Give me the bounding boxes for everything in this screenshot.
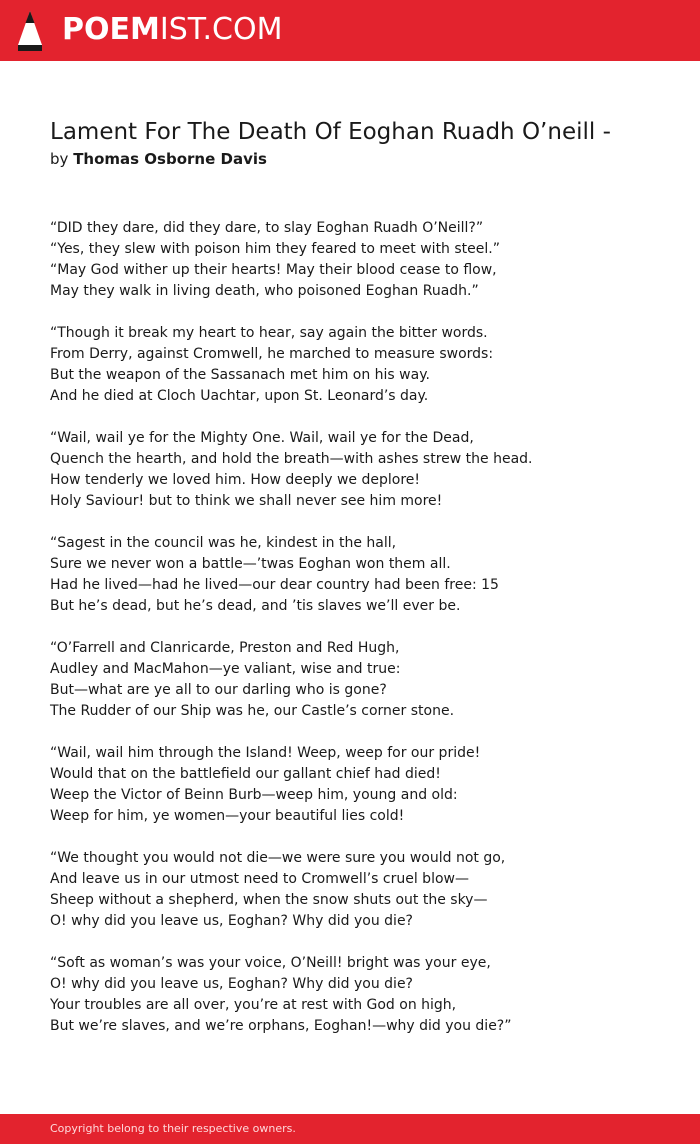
poem-line: May they walk in living death, who poisoned Eoghan Ruadh.” (50, 283, 479, 299)
poem-line: Quench the hearth, and hold the breath—with ashes strew the head. (50, 451, 533, 467)
stanza (50, 428, 670, 512)
poem-line: Your troubles are all over, you’re at rest with God on high, (50, 997, 457, 1013)
poem-line: “Wail, wail ye for the Mighty One. Wail, wail ye for the Dead, (50, 430, 474, 446)
stanza (50, 743, 670, 827)
poem-line: “Soft as woman’s was your voice, O’Neill! bright was your eye, (50, 955, 491, 971)
stanza (50, 533, 670, 617)
poem-line: Audley and MacMahon—ye valiant, wise and true: (50, 661, 401, 677)
byline (50, 149, 267, 169)
poem-line: “Sagest in the council was he, kindest in the hall, (50, 535, 397, 551)
poem-line: “May God wither up their hearts! May their blood cease to flow, (50, 262, 497, 278)
stanza (50, 323, 670, 407)
site-logo[interactable] (62, 13, 282, 47)
poem-line: But we’re slaves, and we’re orphans, Eoghan!—why did you die?” (50, 1018, 512, 1034)
poem-line: Weep for him, ye women—your beautiful lies cold! (50, 808, 405, 824)
poem-line: Had he lived—had he lived—our dear country had been free: 15 (50, 577, 499, 593)
poem-line: “We thought you would not die—we were sure you would not go, (50, 850, 506, 866)
stanza (50, 848, 670, 932)
stanza (50, 638, 670, 722)
poem-line: O! why did you leave us, Eoghan? Why did you die? (50, 976, 413, 992)
poem-line: “Yes, they slew with poison him they feared to meet with steel.” (50, 241, 500, 257)
poem-line: “Though it break my heart to hear, say again the bitter words. (50, 325, 488, 341)
poem-line: O! why did you leave us, Eoghan? Why did you die? (50, 913, 413, 929)
site-header (0, 0, 700, 61)
stanza (50, 218, 670, 302)
poem-line: Weep the Victor of Beinn Burb—weep him, young and old: (50, 787, 458, 803)
poem-line: Would that on the battlefield our gallant chief had died! (50, 766, 441, 782)
poem-line: Sure we never won a battle—’twas Eoghan won them all. (50, 556, 451, 572)
pencil-icon[interactable] (17, 10, 43, 52)
poem-line: Sheep without a shepherd, when the snow shuts out the sky— (50, 892, 488, 908)
poem-line: Holy Saviour! but to think we shall never see him more! (50, 493, 443, 509)
logo-text-light: IST.COM (159, 12, 283, 47)
poem-line: The Rudder of our Ship was he, our Castle’s corner stone. (50, 703, 455, 719)
poem-line: But the weapon of the Sassanach met him on his way. (50, 367, 430, 383)
poem-line: And leave us in our utmost need to Cromwell’s cruel blow— (50, 871, 469, 887)
poem-line: “O’Farrell and Clanricarde, Preston and Red Hugh, (50, 640, 400, 656)
stanza (50, 953, 670, 1037)
poem-line: “Wail, wail him through the Island! Weep, weep for our pride! (50, 745, 481, 761)
poem-line: But he’s dead, but he’s dead, and ’tis slaves we’ll ever be. (50, 598, 461, 614)
poem-title: Lament For The Death Of Eoghan Ruadh O’neill - (50, 119, 611, 145)
poem-body (50, 218, 670, 1058)
site-footer (0, 1114, 700, 1144)
poem-line: From Derry, against Cromwell, he marched to measure swords: (50, 346, 494, 362)
poem-line: How tenderly we loved him. How deeply we deplore! (50, 472, 421, 488)
poem-line: And he died at Cloch Uachtar, upon St. Leonard’s day. (50, 388, 429, 404)
author-name: Thomas Osborne Davis (73, 150, 267, 168)
copyright-text: Copyright belong to their respective owners. (50, 1122, 296, 1135)
poem-line: “DID they dare, did they dare, to slay Eoghan Ruadh O’Neill?” (50, 220, 484, 236)
by-label: by (50, 150, 69, 168)
logo-text-bold: POEM (62, 12, 160, 47)
poem-line: But—what are ye all to our darling who is gone? (50, 682, 387, 698)
